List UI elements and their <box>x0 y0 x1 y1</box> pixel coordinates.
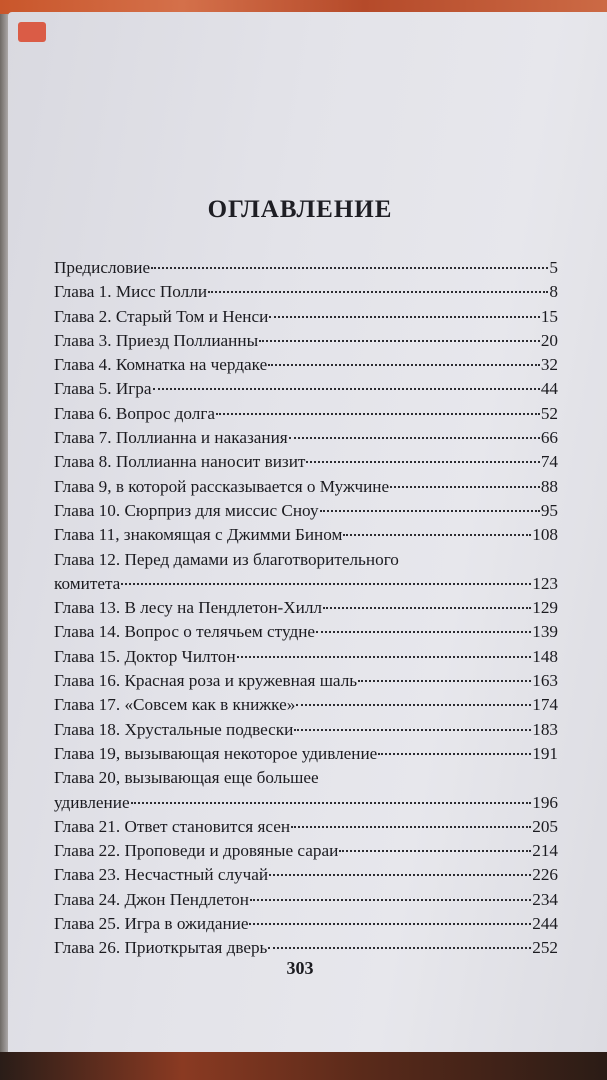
toc-entry-title: Глава 16. Красная роза и кружевная шаль <box>54 671 358 691</box>
toc-entry-title: Глава 3. Приезд Поллианны <box>54 330 259 350</box>
toc-entry-page: 44 <box>540 379 558 399</box>
dot-leader <box>339 850 531 852</box>
toc-entry-page: 20 <box>540 330 558 350</box>
toc-entry <box>54 791 558 815</box>
dot-leader <box>268 947 531 949</box>
contents-heading: ОГЛАВЛЕНИЕ <box>207 196 393 223</box>
toc-entry <box>54 353 558 377</box>
dot-leader <box>343 534 531 536</box>
toc-entry <box>54 499 558 523</box>
toc-entry-title: Глава 4. Комнатка на чердаке <box>54 355 268 375</box>
toc-entry <box>54 669 558 693</box>
toc-entry-title: Глава 20, вызывающая еще большее <box>54 768 319 788</box>
dot-leader <box>216 413 540 415</box>
toc-entry <box>54 450 558 474</box>
toc-entry-page: 252 <box>532 938 558 958</box>
toc-entry <box>54 256 558 280</box>
toc-entry <box>54 377 558 401</box>
toc-entry-title: Глава 25. Игра в ожидание <box>54 914 249 934</box>
dot-leader <box>289 437 540 439</box>
dot-leader <box>358 680 531 682</box>
dot-leader <box>121 583 531 585</box>
toc-entry-title: Глава 17. «Совсем как в книжке» <box>54 695 296 715</box>
toc-entry-page: 196 <box>532 792 558 812</box>
toc-entry-title: Глава 23. Несчастный случай <box>54 865 269 885</box>
toc-entry <box>54 815 558 839</box>
toc-entry-title: Глава 19, вызывающая некоторое удивление <box>54 743 378 763</box>
toc-entry-page: 205 <box>532 816 558 836</box>
toc-entry <box>54 766 558 790</box>
toc-entry-page: 174 <box>532 695 558 715</box>
toc-entry-title: Глава 22. Проповеди и дровяные сараи <box>54 841 339 861</box>
toc-entry-title: Глава 21. Ответ становится ясен <box>54 816 291 836</box>
toc-entry-page: 183 <box>532 719 558 739</box>
toc-entry-page: 32 <box>540 355 558 375</box>
dot-leader <box>323 607 531 609</box>
dot-leader <box>294 729 531 731</box>
toc-entry-page: 123 <box>532 573 558 593</box>
toc-entry-title: Глава 6. Вопрос долга <box>54 403 216 423</box>
toc-entry <box>54 596 558 620</box>
toc-entry-page: 52 <box>540 403 558 423</box>
page-number: 303 <box>286 958 314 978</box>
dot-leader <box>378 753 531 755</box>
toc-entry-page: 244 <box>532 914 558 934</box>
toc-entry-title: Глава 2. Старый Том и Ненси <box>54 306 269 326</box>
toc-entry-title: Глава 7. Поллианна и наказания <box>54 428 288 448</box>
toc-entry-page: 88 <box>540 476 558 496</box>
toc-entry-title: Глава 18. Хрустальные подвески <box>54 719 294 739</box>
toc-entry <box>54 523 558 547</box>
toc-entry <box>54 402 558 426</box>
toc-entry <box>54 548 558 572</box>
dot-leader <box>306 461 539 463</box>
dot-leader <box>296 704 531 706</box>
dot-leader <box>153 388 540 390</box>
toc-entry-page: 148 <box>532 646 558 666</box>
toc-entry <box>54 645 558 669</box>
toc-entry-page: 66 <box>540 428 558 448</box>
toc-entry-title: Глава 24. Джон Пендлетон <box>54 889 249 909</box>
dot-leader <box>151 267 548 269</box>
toc-entry-page: 214 <box>532 841 558 861</box>
toc-entry-title: Глава 14. Вопрос о телячьем студне <box>54 622 316 642</box>
toc-entry-title: Глава 9, в которой рассказывается о Мужчине <box>54 476 390 496</box>
toc-entry <box>54 839 558 863</box>
dot-leader <box>268 364 540 366</box>
dot-leader <box>390 486 540 488</box>
toc-entry-page: 191 <box>532 743 558 763</box>
toc-entry-title: Глава 15. Доктор Чилтон <box>54 646 236 666</box>
toc-entry <box>54 936 558 960</box>
toc-entry-page: 5 <box>549 258 558 277</box>
toc-entry-title: Глава 1. Мисс Полли <box>54 282 208 302</box>
toc-entry-page: 15 <box>540 306 558 326</box>
dot-leader <box>291 826 531 828</box>
toc-entry-title: Глава 26. Приоткрытая дверь <box>54 938 268 958</box>
dot-leader <box>208 291 548 293</box>
toc-entry <box>54 305 558 329</box>
dot-leader <box>269 874 531 876</box>
toc-entry-title: Глава 11, знакомящая с Джимми Бином <box>54 525 343 545</box>
toc-entry-page: 129 <box>532 598 558 618</box>
toc-entry-page: 108 <box>532 525 558 545</box>
toc-entry-title: Глава 12. Перед дамами из благотворительного <box>54 549 399 569</box>
dot-leader <box>249 923 531 925</box>
toc-entry-page: 234 <box>532 889 558 909</box>
toc-entry-page: 95 <box>540 500 558 520</box>
toc-entry-page: 139 <box>532 622 558 642</box>
toc-entry-title: Предисловие <box>54 258 151 277</box>
dot-leader <box>131 802 532 804</box>
toc-entry-title: Глава 13. В лесу на Пендлетон-Хилл <box>54 598 323 618</box>
toc-entry <box>54 572 558 596</box>
dot-leader <box>259 340 540 342</box>
toc-entry <box>54 475 558 499</box>
toc-entry-title: удивление <box>54 792 130 812</box>
toc-entry-page: 226 <box>532 865 558 885</box>
toc-entry-title: Глава 8. Поллианна наносит визит <box>54 452 306 472</box>
toc-entry-title: Глава 5. Игра <box>54 379 152 399</box>
dot-leader <box>269 316 540 318</box>
bookmark-tab <box>18 22 46 42</box>
dot-leader <box>320 510 540 512</box>
toc-entry-page: 163 <box>532 671 558 691</box>
toc-entry <box>54 426 558 450</box>
toc-entry <box>54 912 558 936</box>
toc-entry-title: комитета <box>54 573 121 593</box>
toc-entry <box>54 280 558 304</box>
toc-entry <box>54 693 558 717</box>
toc-entry-page: 8 <box>549 282 558 302</box>
toc-entry <box>54 329 558 353</box>
toc-entry <box>54 620 558 644</box>
toc-entry <box>54 888 558 912</box>
table-of-contents <box>54 256 558 961</box>
toc-entry <box>54 742 558 766</box>
dot-leader <box>316 631 531 633</box>
toc-entry-title: Глава 10. Сюрприз для миссис Сноу <box>54 500 319 520</box>
toc-entry-page: 74 <box>540 452 558 472</box>
toc-entry <box>54 718 558 742</box>
dot-leader <box>250 899 531 901</box>
background-bottom <box>0 1052 607 1080</box>
toc-entry <box>54 863 558 887</box>
dot-leader <box>237 656 532 658</box>
